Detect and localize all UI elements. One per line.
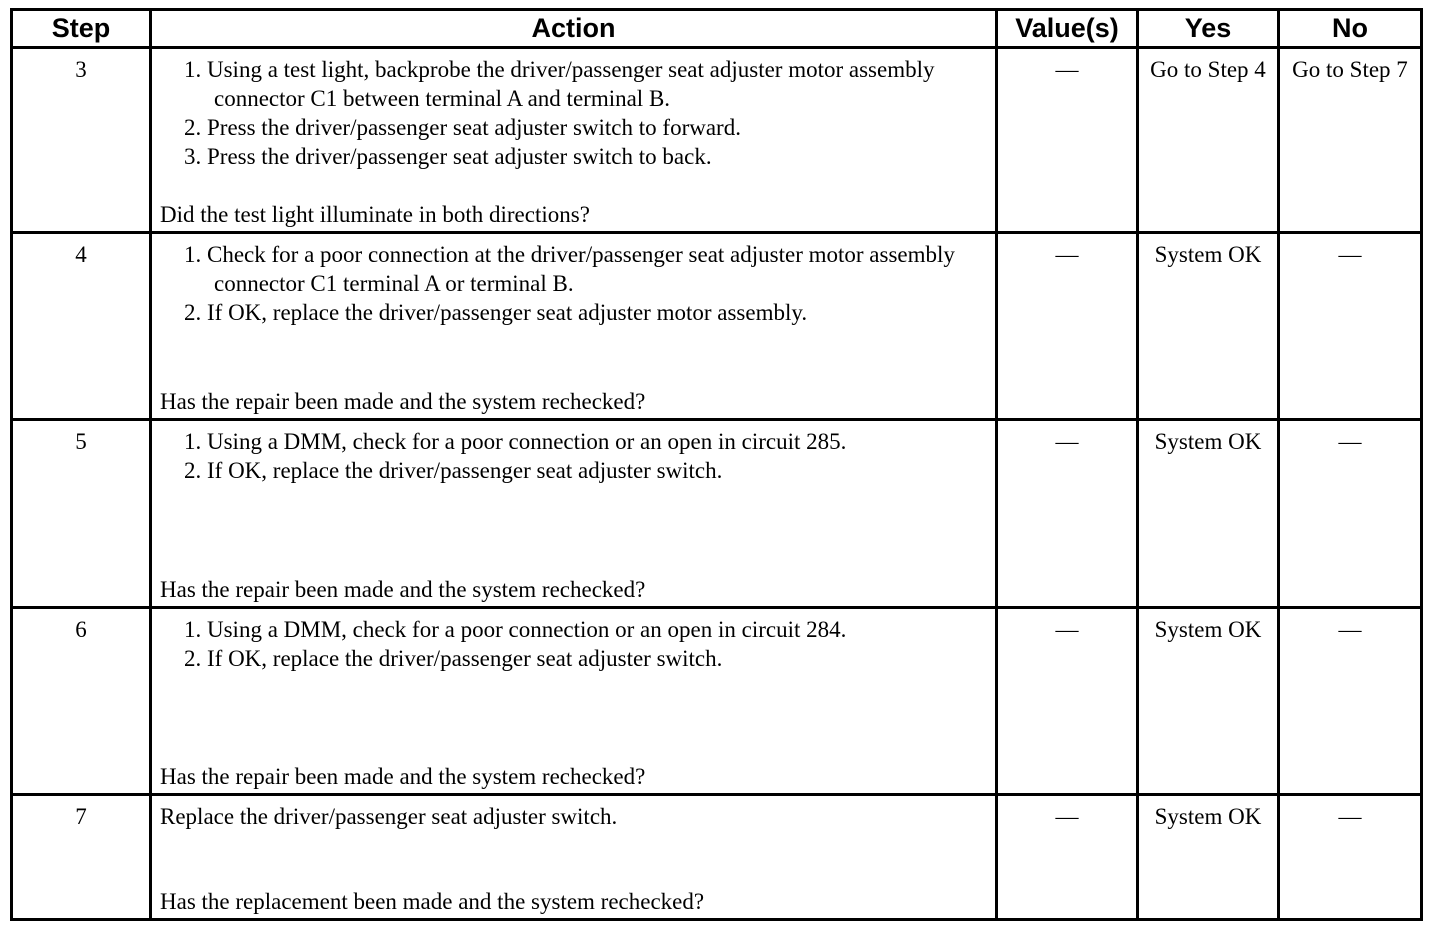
yes-cell: System OK [1138, 794, 1279, 919]
header-row [12, 10, 1422, 48]
step-number: 7 [12, 794, 151, 919]
header-yes: Yes [1138, 10, 1279, 48]
action-step: 2. If OK, replace the driver/passenger seat adjuster switch. [184, 458, 723, 484]
table-row [12, 794, 1422, 919]
action-step: 1. Using a DMM, check for a poor connection or an open in circuit 285. [184, 429, 847, 455]
values-cell: — [997, 607, 1138, 794]
values-cell: — [997, 48, 1138, 233]
step-number: 3 [12, 48, 151, 233]
step-number: 5 [12, 420, 151, 607]
values-cell: — [997, 233, 1138, 420]
action-cell [151, 420, 997, 607]
step-number: 6 [12, 607, 151, 794]
action-steps [152, 240, 995, 327]
no-cell: — [1279, 420, 1422, 607]
table-row [12, 48, 1422, 233]
action-cell [151, 48, 997, 233]
diagnostic-table [10, 8, 1423, 921]
action-question: Has the repair been made and the system rechecked? [160, 576, 646, 602]
values-cell: — [997, 794, 1138, 919]
action-cell [151, 607, 997, 794]
table-row [12, 420, 1422, 607]
yes-cell: System OK [1138, 420, 1279, 607]
action-step: 1. Check for a poor connection at the driver/passenger seat adjuster motor assembly connector C1 terminal A or terminal B. [184, 242, 955, 297]
action-step: 1. Using a DMM, check for a poor connection or an open in circuit 284. [184, 616, 847, 642]
header-step: Step [12, 10, 151, 48]
action-cell [151, 233, 997, 420]
action-step: 2. Press the driver/passenger seat adjuster switch to forward. [184, 115, 741, 140]
no-cell: — [1279, 607, 1422, 794]
header-values: Value(s) [997, 10, 1138, 48]
action-step: 3. Press the driver/passenger seat adjuster switch to back. [184, 144, 712, 169]
action-question: Has the replacement been made and the system rechecked? [160, 889, 705, 914]
action-step: 2. If OK, replace the driver/passenger seat adjuster motor assembly. [184, 300, 808, 326]
action-question: Has the repair been made and the system rechecked? [160, 389, 646, 415]
action-cell [151, 794, 997, 919]
header-action: Action [151, 10, 997, 48]
no-cell: Go to Step 7 [1279, 48, 1422, 233]
action-steps [152, 615, 995, 673]
table-row [12, 233, 1422, 420]
action-steps [152, 427, 995, 485]
action-question: Did the test light illuminate in both directions? [160, 202, 590, 228]
yes-cell: System OK [1138, 607, 1279, 794]
no-cell: — [1279, 233, 1422, 420]
yes-cell: System OK [1138, 233, 1279, 420]
action-question: Has the repair been made and the system rechecked? [160, 763, 646, 789]
no-cell: — [1279, 794, 1422, 919]
values-cell: — [997, 420, 1138, 607]
action-step: 2. If OK, replace the driver/passenger seat adjuster switch. [184, 645, 723, 671]
step-number: 4 [12, 233, 151, 420]
action-steps [152, 55, 995, 171]
yes-cell: Go to Step 4 [1138, 48, 1279, 233]
action-step: 1. Using a test light, backprobe the driver/passenger seat adjuster motor assembly connector C1 between terminal A and terminal B. [184, 57, 935, 111]
table-row [12, 607, 1422, 794]
header-no: No [1279, 10, 1422, 48]
action-text: Replace the driver/passenger seat adjuster switch. [160, 803, 618, 829]
